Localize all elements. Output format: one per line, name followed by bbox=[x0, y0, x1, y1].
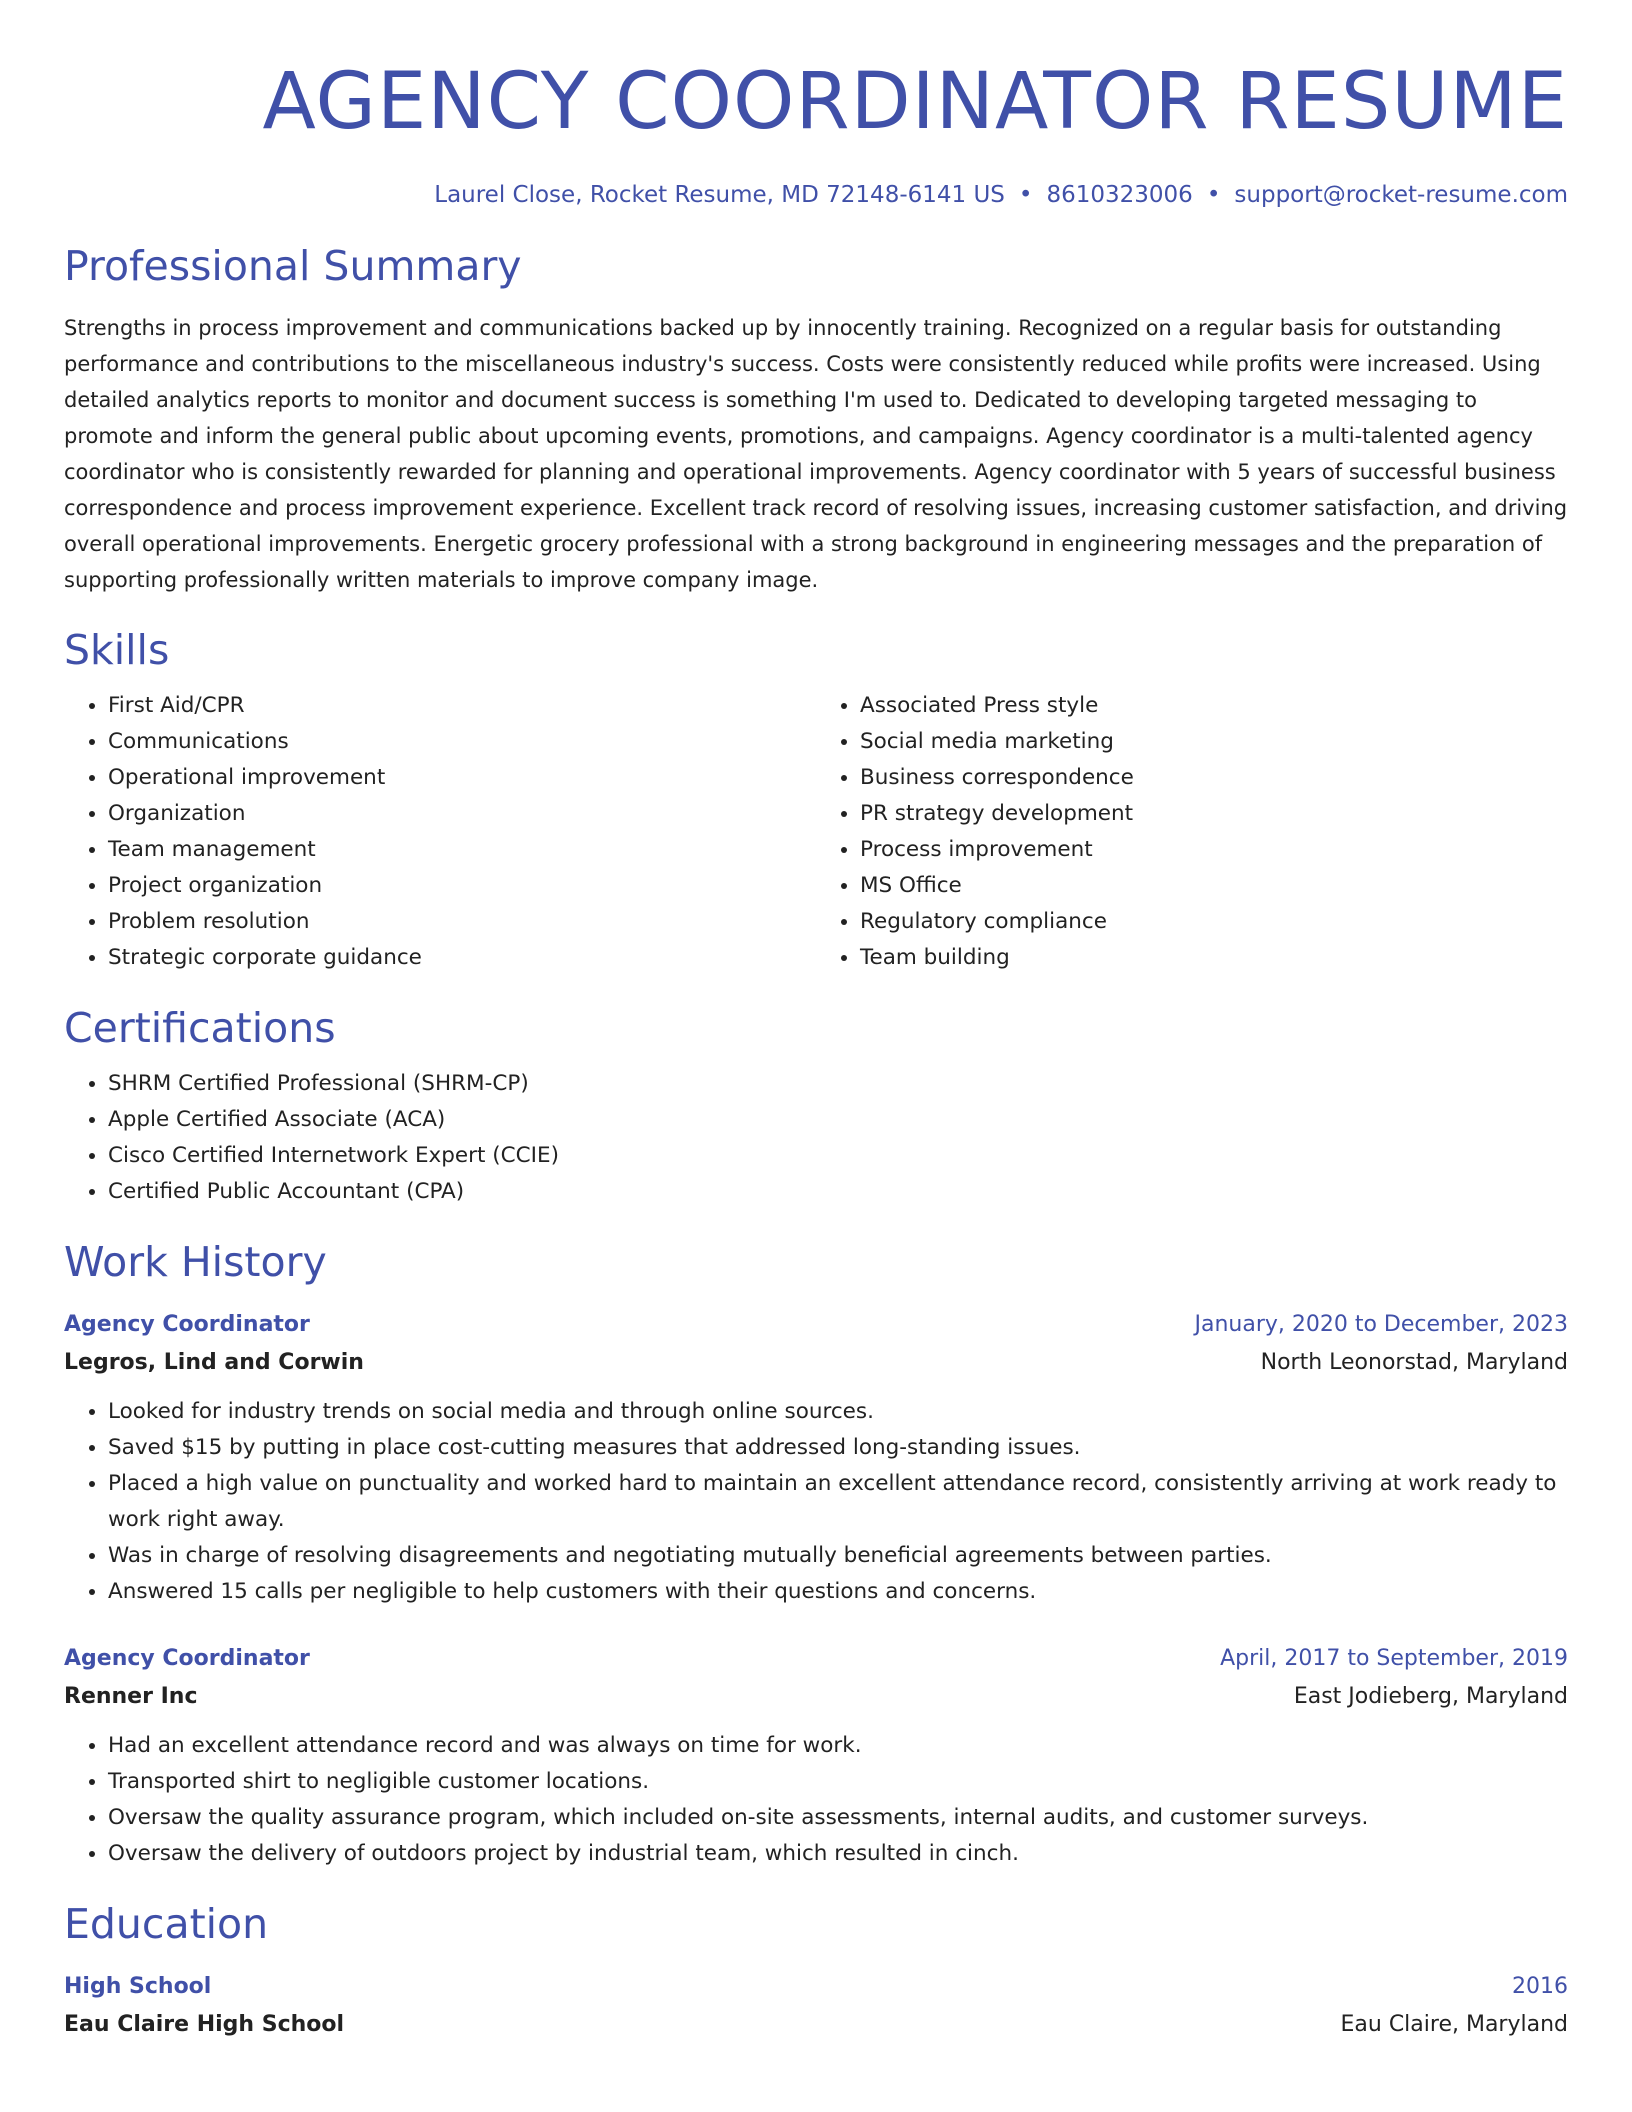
certification-item: • Apple Certified Associate (ACA) bbox=[108, 1102, 1568, 1138]
certification-item: • Certified Public Accountant (CPA) bbox=[108, 1174, 1568, 1210]
skill-item: • Team management bbox=[108, 832, 816, 868]
job-bullet: • Placed a high value on punctuality and worked hard to maintain an excellent attendance record, consistently arriving at work ready to work right away. bbox=[108, 1466, 1568, 1538]
job-bullet: • Oversaw the quality assurance program, which included on-site assessments, internal audits, and customer surveys. bbox=[108, 1800, 1568, 1836]
education-entry bbox=[64, 1968, 1568, 2044]
work-history-heading: Work History bbox=[64, 1238, 327, 1286]
education-year: 2016 bbox=[1512, 1974, 1568, 1999]
contact-line bbox=[64, 180, 1568, 210]
certifications-heading: Certifications bbox=[64, 1004, 336, 1052]
contact-email: support@rocket-resume.com bbox=[1234, 182, 1568, 208]
skill-item: • Regulatory compliance bbox=[860, 904, 1568, 940]
certification-item: • SHRM Certified Professional (SHRM-CP) bbox=[108, 1066, 1568, 1102]
contact-address: Laurel Close, Rocket Resume, MD 72148-6141 US bbox=[434, 182, 1005, 208]
job-company-row bbox=[64, 1344, 1568, 1382]
skill-item: • PR strategy development bbox=[860, 796, 1568, 832]
summary-text: Strengths in process improvement and communications backed up by innocently training. Recognized on a regular basis for outstanding performance and contributions to the miscellaneous industry's success. Costs were consistently reduced while profits were increased. Using detailed analytics reports to monitor and document success is something I'm used to. Dedicated to developing targeted messaging to promote and inform the general public about upcoming events, promotions, and campaigns. Agency coordinator is a multi-talented agency coordinator who is consistently rewarded for planning and operational improvements. Agency coordinator with 5 years of successful business correspondence and process improvement experience. Excellent track record of resolving issues, increasing customer satisfaction, and driving overall operational improvements. Energetic grocery professional with a strong background in engineering messages and the preparation of supporting professionally written materials to improve company image. bbox=[64, 316, 1568, 592]
job-title: Agency Coordinator bbox=[64, 1312, 310, 1337]
certification-item: • Cisco Certified Internetwork Expert (CCIE) bbox=[108, 1138, 1568, 1174]
education-degree: High School bbox=[64, 1974, 212, 1999]
job-dates: January, 2020 to December, 2023 bbox=[1194, 1312, 1568, 1337]
contact-separator: • bbox=[1206, 182, 1221, 208]
job-bullet: • Saved $15 by putting in place cost-cutting measures that addressed long-standing issues. bbox=[108, 1430, 1568, 1466]
skill-item: • Team building bbox=[860, 940, 1568, 976]
job-bullet: • Had an excellent attendance record and was always on time for work. bbox=[108, 1728, 1568, 1764]
job-title: Agency Coordinator bbox=[64, 1646, 310, 1671]
job-bullets bbox=[64, 1728, 1568, 1872]
skill-item: • First Aid/CPR bbox=[108, 688, 816, 724]
job-header-row bbox=[64, 1306, 1568, 1344]
skills-list-left bbox=[64, 688, 816, 976]
education-school: Eau Claire High School bbox=[64, 2012, 345, 2037]
skill-item: • Communications bbox=[108, 724, 816, 760]
skill-item: • Organization bbox=[108, 796, 816, 832]
contact-phone: 8610323006 bbox=[1046, 182, 1193, 208]
summary-section bbox=[64, 240, 1568, 598]
skill-item: • Problem resolution bbox=[108, 904, 816, 940]
skills-section bbox=[64, 624, 1568, 976]
job-entry bbox=[64, 1306, 1568, 1610]
job-bullets bbox=[64, 1394, 1568, 1610]
skill-item: • Project organization bbox=[108, 868, 816, 904]
skill-item: • MS Office bbox=[860, 868, 1568, 904]
education-location: Eau Claire, Maryland bbox=[1340, 2012, 1568, 2037]
skill-item: • Strategic corporate guidance bbox=[108, 940, 816, 976]
resume-title: AGENCY COORDINATOR RESUME bbox=[262, 57, 1568, 147]
job-company-row bbox=[64, 1678, 1568, 1716]
skills-heading: Skills bbox=[64, 626, 170, 674]
job-bullet: • Transported shirt to negligible customer locations. bbox=[108, 1764, 1568, 1800]
certifications-list bbox=[64, 1066, 1568, 1210]
summary-heading: Professional Summary bbox=[64, 242, 522, 290]
contact-separator: • bbox=[1018, 182, 1033, 208]
job-header-row bbox=[64, 1640, 1568, 1678]
education-section bbox=[64, 1898, 1568, 2044]
skills-grid bbox=[64, 688, 1568, 976]
job-entry bbox=[64, 1640, 1568, 1872]
skill-item: • Associated Press style bbox=[860, 688, 1568, 724]
job-location: North Leonorstad, Maryland bbox=[1260, 1350, 1568, 1375]
work-history-section bbox=[64, 1236, 1568, 1872]
job-location: East Jodieberg, Maryland bbox=[1293, 1684, 1568, 1709]
education-header-row bbox=[64, 1968, 1568, 2006]
job-company: Legros, Lind and Corwin bbox=[64, 1350, 364, 1375]
job-bullet: • Looked for industry trends on social media and through online sources. bbox=[108, 1394, 1568, 1430]
job-company: Renner Inc bbox=[64, 1684, 198, 1709]
job-bullet: • Was in charge of resolving disagreements and negotiating mutually beneficial agreements between parties. bbox=[108, 1538, 1568, 1574]
skill-item: • Operational improvement bbox=[108, 760, 816, 796]
education-heading: Education bbox=[64, 1900, 269, 1948]
job-dates: April, 2017 to September, 2019 bbox=[1220, 1646, 1568, 1671]
job-bullet: • Answered 15 calls per negligible to help customers with their questions and concerns. bbox=[108, 1574, 1568, 1610]
skill-item: • Process improvement bbox=[860, 832, 1568, 868]
job-bullet: • Oversaw the delivery of outdoors project by industrial team, which resulted in cinch. bbox=[108, 1836, 1568, 1872]
skill-item: • Business correspondence bbox=[860, 760, 1568, 796]
skills-list-right bbox=[816, 688, 1568, 976]
education-school-row bbox=[64, 2006, 1568, 2044]
certifications-section bbox=[64, 1002, 1568, 1210]
skill-item: • Social media marketing bbox=[860, 724, 1568, 760]
